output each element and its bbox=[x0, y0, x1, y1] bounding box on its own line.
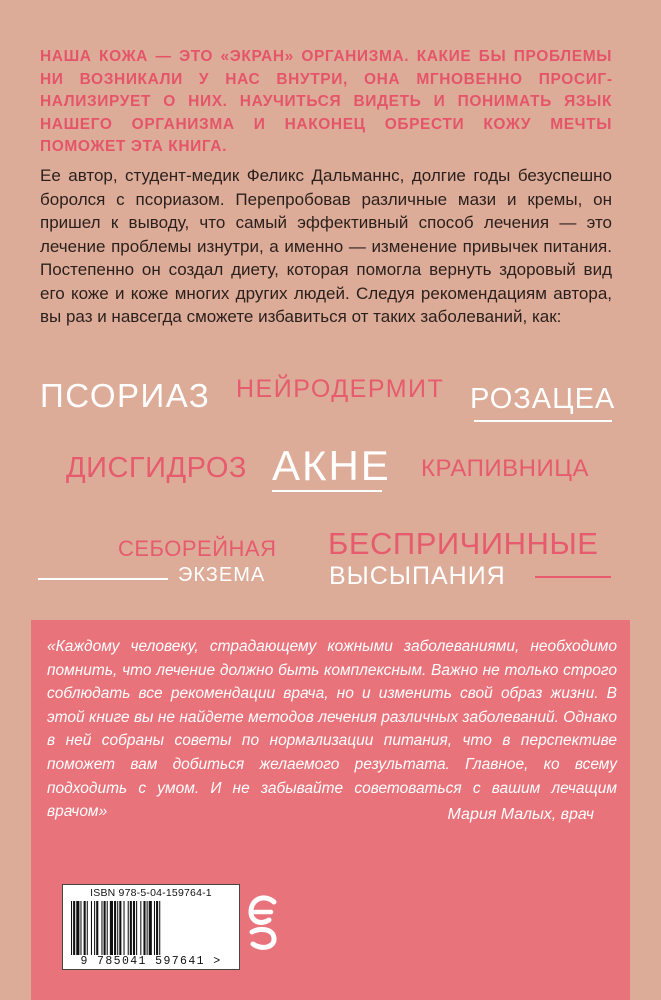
condition-rozacea: РОЗАЦЕА bbox=[470, 383, 616, 415]
condition-psoriaz: ПСОРИАЗ bbox=[40, 377, 211, 414]
eksmo-logo-icon bbox=[247, 892, 279, 952]
divider-line bbox=[474, 420, 612, 422]
condition-ekzema: ЭКЗЕМА bbox=[178, 564, 266, 586]
barcode bbox=[62, 884, 240, 970]
condition-neyrodermit: НЕЙРОДЕРМИТ bbox=[236, 375, 445, 403]
barcode-number: 9 785041 597641 > bbox=[63, 955, 239, 968]
condition-vysypaniya: ВЫСЫПАНИЯ bbox=[329, 562, 506, 590]
condition-disgidroz: ДИСГИДРОЗ bbox=[66, 452, 247, 484]
condition-krapivnica: КРАПИВНИЦА bbox=[421, 455, 589, 482]
barcode-bars bbox=[69, 901, 233, 955]
divider-line bbox=[272, 490, 382, 492]
condition-seboreynaya: СЕБОРЕЙНАЯ bbox=[118, 536, 277, 561]
divider-line bbox=[38, 578, 168, 580]
condition-besprichinnye: БЕСПРИЧИННЫЕ bbox=[328, 526, 599, 561]
description-paragraph: Ее автор, студент-медик Феликс Дальманнс, долгие годы безуспешно боролся с псориазом. Перепробовав различные мази и кремы, он пришел к выводу, что самый эффективный способ лечения — это лечение проблемы изнутри, а именно — изменение привычек питания. Постепенно он создал диету, которая помогла вернуть здоровый вид его коже и коже многих других людей. Следуя рекомендациям автора, вы раз и навсегда сможете избавиться от таких заболеваний, как: bbox=[40, 166, 612, 326]
author-name: Мария Малых bbox=[447, 806, 552, 823]
isbn-label: ISBN 978-5-04-159764-1 bbox=[90, 887, 212, 899]
quote-author bbox=[448, 806, 594, 824]
condition-akne: АКНЕ bbox=[272, 442, 391, 489]
doctor-quote: «Каждому человеку, страдающему кожными заболеваниями, необходимо помнить, что лечение должно быть комплексным. Важно не только строго соблюдать все рекомендации врача, но и изменить свой образ жизни. В этой книге вы не найдете методов лечения различных заболеваний. Однако в ней собраны советы по нормализации питания, что в перспективе поможет вам добиться желаемого результата. Главное, ко всему подходить с умом. И не забывайте советоваться с вашим лечащим врачом» bbox=[47, 638, 617, 821]
intro-headline: НАША КОЖА — ЭТО «ЭКРАН» ОРГАНИЗМА. КАКИЕ БЫ ПРОБЛЕМЫ НИ ВОЗНИКАЛИ У НАС ВНУТРИ, ОНА МГНОВЕННО ПРОСИГНАЛИЗИРУЕТ О НИХ. НАУЧИТЬСЯ ВИДЕТЬ И ПОНИМАТЬ ЯЗЫК НАШЕГО ОРГАНИЗМА И НАКОНЕЦ ОБРЕСТИ КОЖУ МЕЧТЫ ПОМОЖЕТ ЭТА КНИГА. bbox=[40, 48, 612, 156]
divider-line bbox=[535, 576, 611, 578]
author-role: , врач bbox=[551, 806, 594, 823]
